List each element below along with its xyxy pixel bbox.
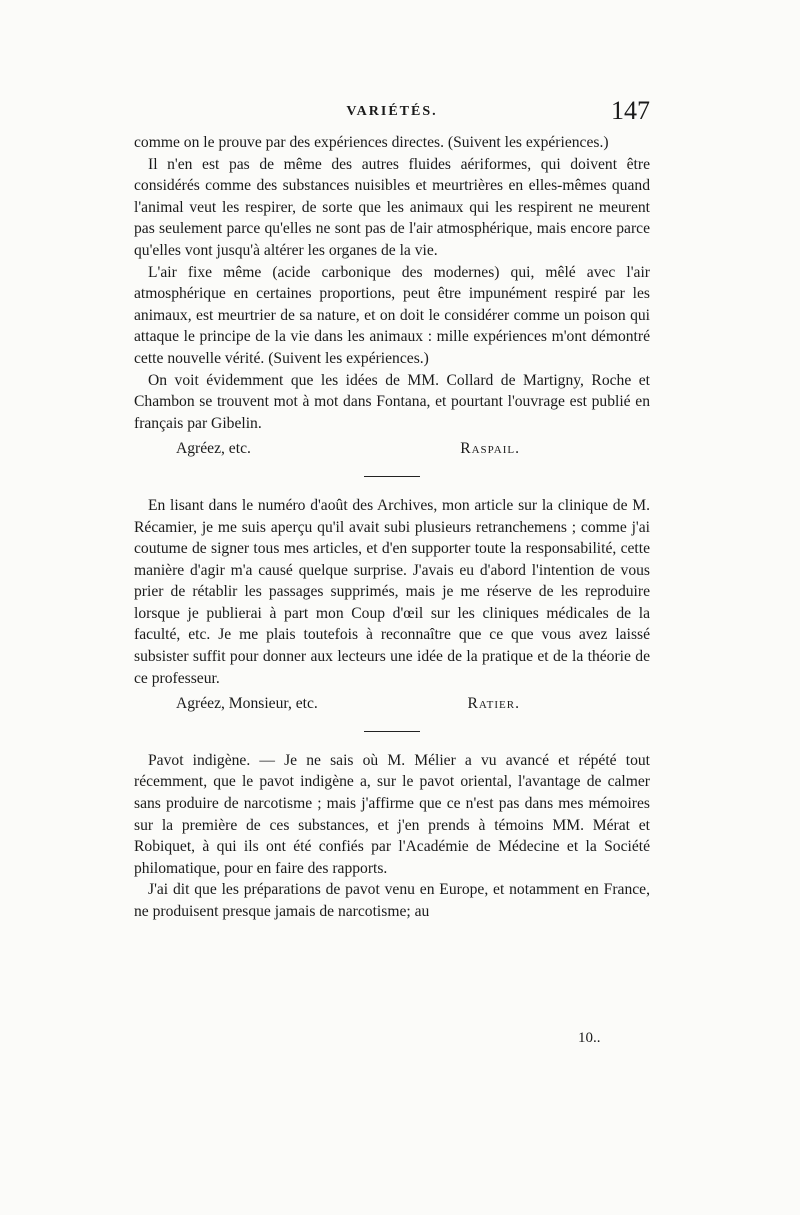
paragraph: On voit évidemment que les idées de MM. Collard de Martigny, Roche et Chambon se trouvent mot à mot dans Fontana, et pourtant l'ouvrage est publié en français par Gibelin. bbox=[134, 371, 650, 432]
section-divider bbox=[364, 731, 420, 732]
signature-name: Ratier. bbox=[467, 695, 520, 713]
signature-name: Raspail. bbox=[460, 440, 520, 458]
page-body bbox=[134, 132, 650, 923]
paragraph: J'ai dit que les préparations de pavot venu en Europe, et notamment en France, ne produisent presque jamais de narcotisme; au bbox=[134, 881, 650, 920]
closing-formula: Agréez, Monsieur, etc. bbox=[176, 695, 318, 713]
paragraph: Pavot indigène. — Je ne sais où M. Mélier a vu avancé et répété tout récemment, que le pavot indigène a, sur le pavot oriental, l'avantage de calmer sans produire de narcotisme ; mais j'affirme que ce n'est pas dans mes mémoires sur la première de ces substances, et j'en prends à témoins MM. Mérat et Robiquet, à qui ils ont été confiés par l'Académie de Médecine et la Société philomatique, pour en faire des rapports. bbox=[134, 751, 650, 877]
closing-formula: Agréez, etc. bbox=[176, 440, 251, 458]
signature-line bbox=[134, 438, 650, 460]
page-number: 147 bbox=[611, 96, 650, 125]
paragraph: En lisant dans le numéro d'août des Archives, mon article sur la clinique de M. Récamier, je me suis aperçu qu'il avait subi plusieurs retranchemens ; comme j'ai coutume de signer tous mes articles, et d'en supporter toute la responsabilité, cette manière d'agir m'a causé quelque surprise. J'avais eu d'abord l'intention de vous prier de rétablir les passages supprimés, mais je me réserve de les reproduire lorsque je publierai à part mon Coup d'œil sur les cliniques médicales de la faculté, etc. Je me plais toutefois à reconnaître que ce que vous avez laissé subsister suffit pour donner aux lecteurs une idée de la pratique et de la théorie de ce professeur. bbox=[134, 496, 650, 687]
page-header bbox=[134, 96, 650, 130]
section-divider bbox=[364, 476, 420, 477]
paragraph: L'air fixe même (acide carbonique des modernes) qui, mêlé avec l'air atmosphérique en certaines proportions, peut être impunément respiré par les animaux, est meurtrier de sa nature, et on doit le considérer comme un poison qui attaque le principe de la vie dans les animaux : mille expériences m'ont démontré cette nouvelle vérité. (Suivent les expériences.) bbox=[134, 263, 650, 367]
paragraph: Il n'en est pas de même des autres fluides aériformes, qui doivent être considérés comme des substances nuisibles et meurtrières en elles-mêmes quand l'animal veut les respirer, de sorte que les animaux qui les respirent ne meurent pas seulement parce qu'elles ne sont pas de l'air atmosphérique, mais encore parce qu'elles vont jusqu'à altérer les organes de la vie. bbox=[134, 155, 650, 259]
running-head: VARIÉTÉS. bbox=[346, 104, 438, 119]
signature-mark: 10.. bbox=[578, 1030, 601, 1046]
signature-line bbox=[134, 693, 650, 715]
paragraph: comme on le prouve par des expériences directes. (Suivent les expériences.) bbox=[134, 134, 609, 151]
